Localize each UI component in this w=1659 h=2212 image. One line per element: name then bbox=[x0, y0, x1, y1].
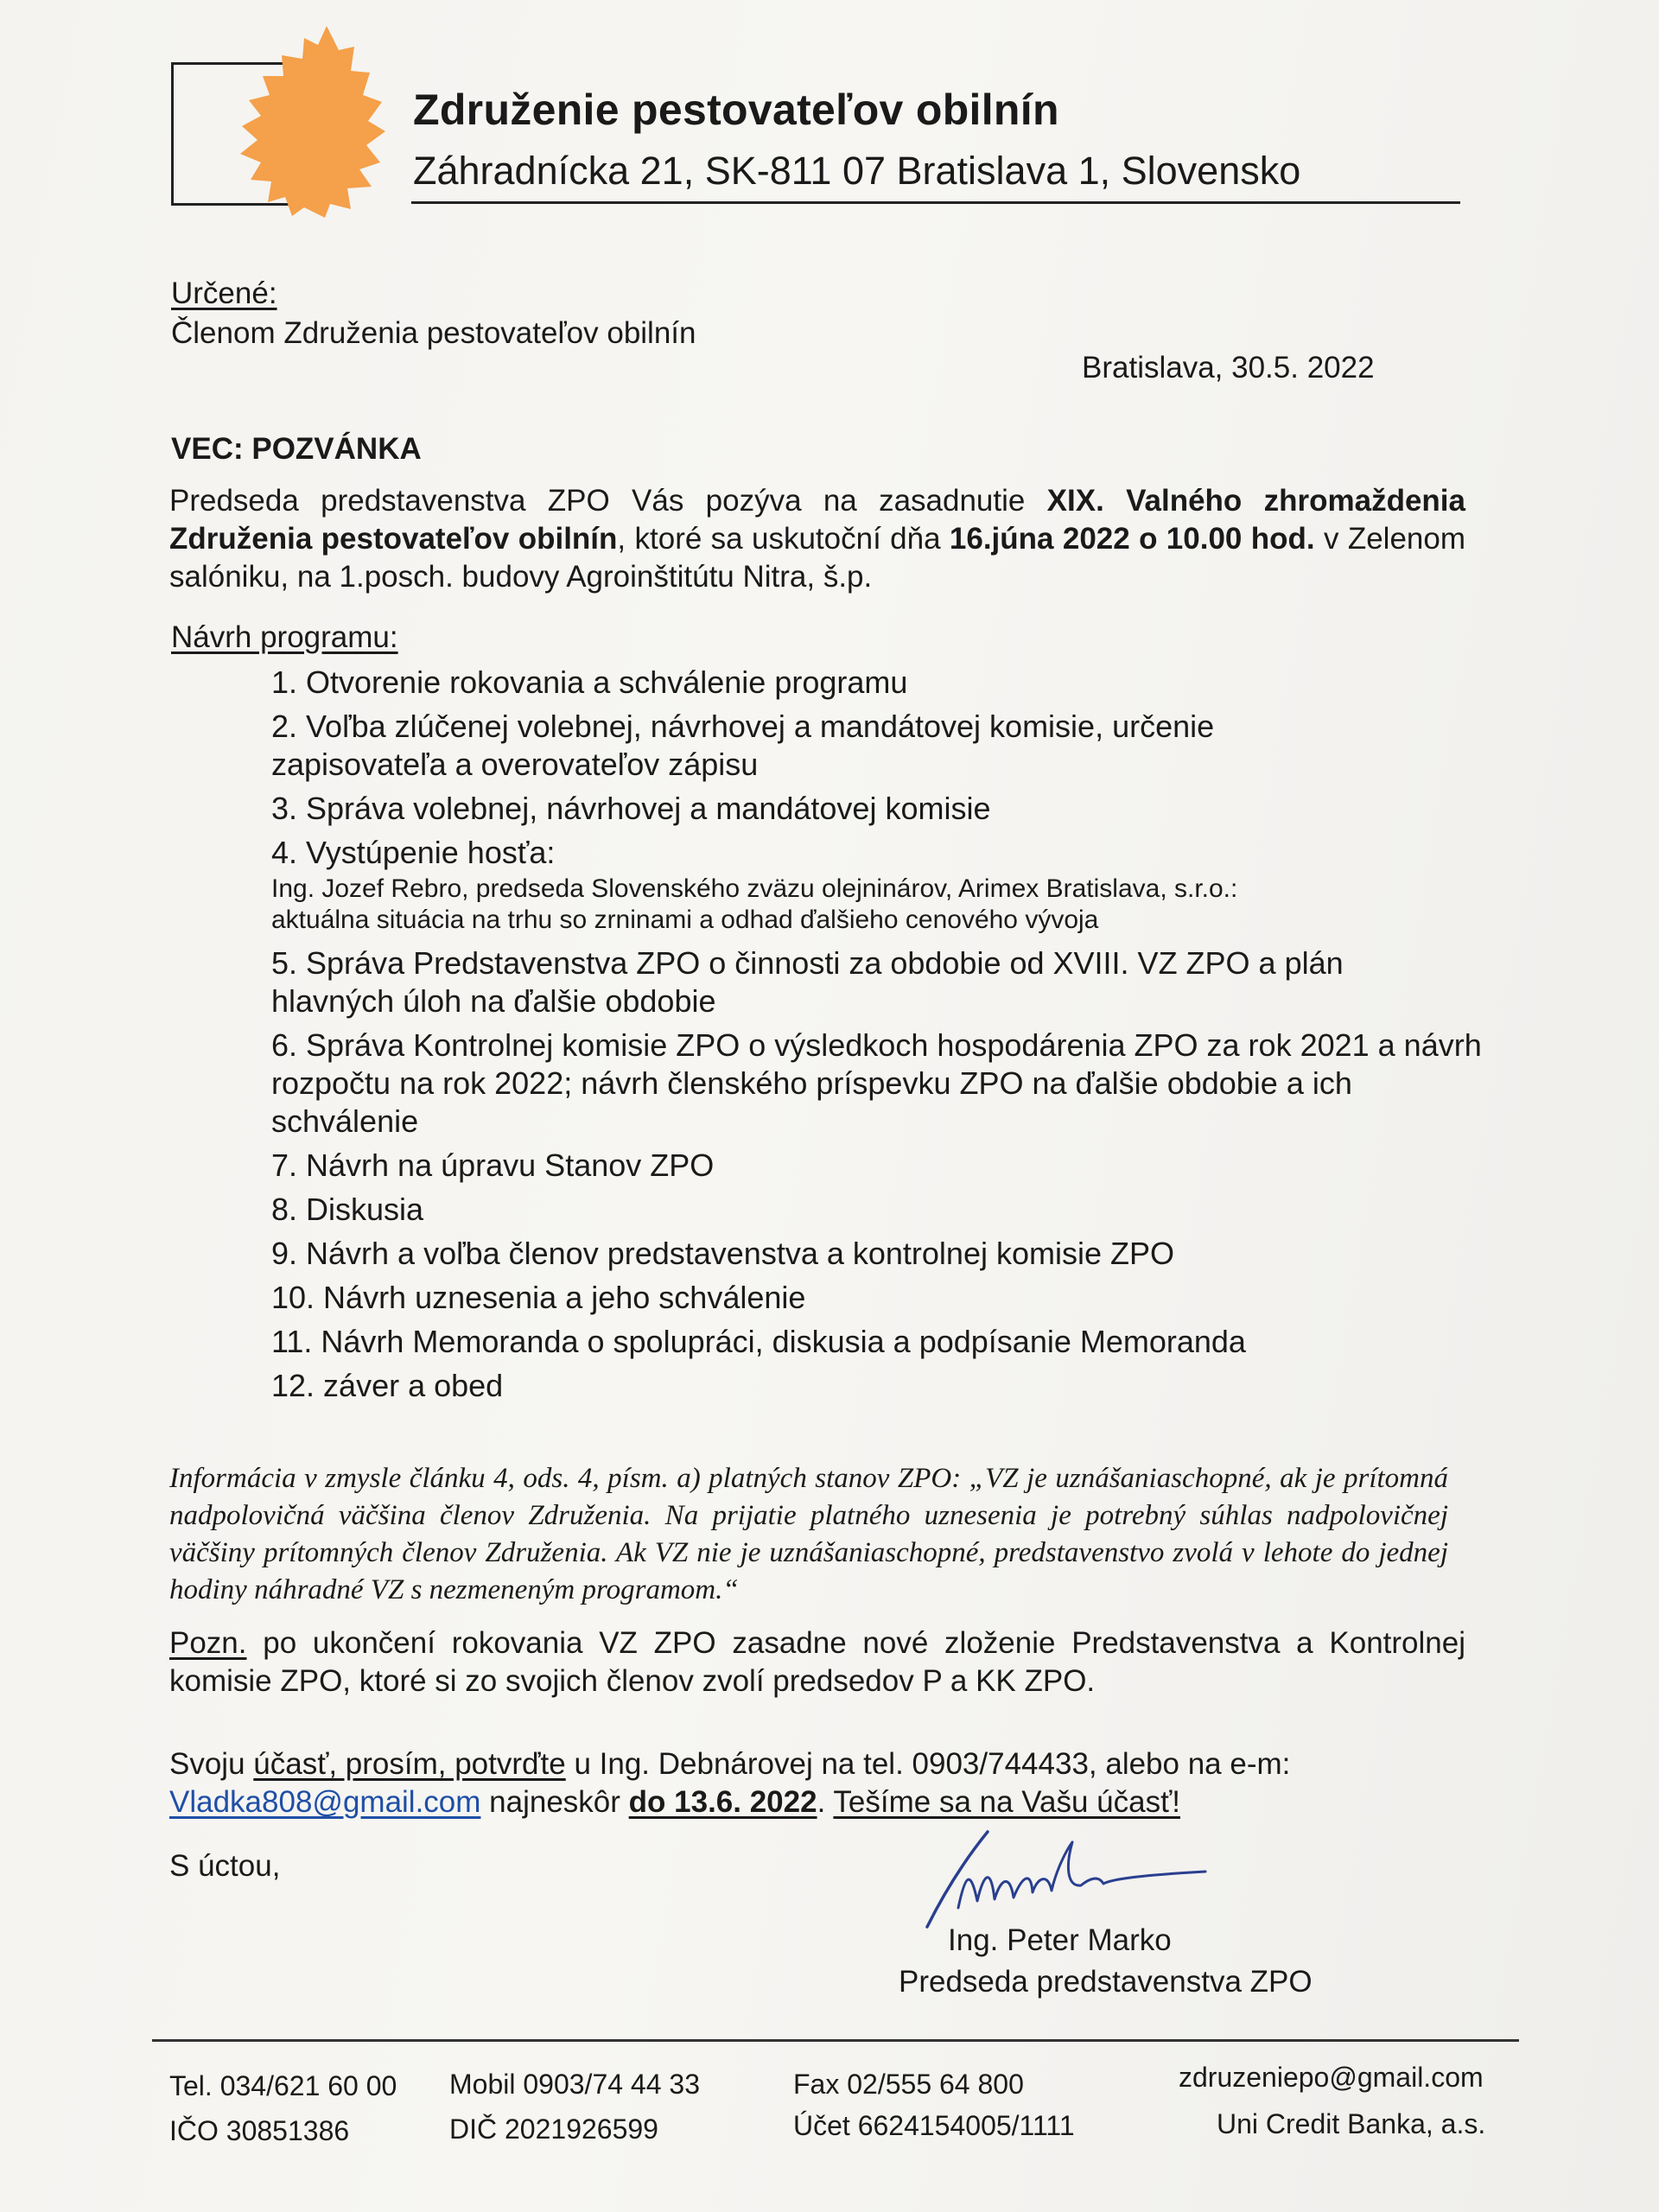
agenda-item: 4. Vystúpenie hosťa: bbox=[271, 835, 556, 870]
footer-account: Účet 6624154005/1111 bbox=[793, 2110, 1075, 2141]
recipient-label: Určené: bbox=[171, 276, 277, 310]
agenda-label: Návrh programu: bbox=[171, 620, 398, 654]
note-label: Pozn. bbox=[169, 1626, 247, 1660]
intro-text: Predseda predstavenstva ZPO Vás pozýva na zasadnutie bbox=[169, 484, 1047, 518]
footer-email: zdruzeniepo@gmail.com bbox=[1179, 2062, 1484, 2093]
agenda-item: 11. Návrh Memoranda o spolupráci, diskusia a podpísanie Memoranda bbox=[271, 1324, 1246, 1359]
signer-name: Ing. Peter Marko bbox=[948, 1923, 1172, 1957]
agenda-item: 1. Otvorenie rokovania a schválenie programu bbox=[271, 664, 908, 700]
agenda-item: 8. Diskusia bbox=[271, 1192, 424, 1227]
agenda-item: 10. Návrh uznesenia a jeho schválenie bbox=[271, 1280, 806, 1315]
greeting: S úctou, bbox=[169, 1849, 281, 1883]
note-paragraph bbox=[169, 1624, 1465, 1700]
orange-leaf-icon bbox=[233, 24, 389, 219]
footer-ico: IČO 30851386 bbox=[169, 2115, 350, 2146]
agenda-list bbox=[271, 664, 1498, 1411]
confirm-request: účasť, prosím, potvrďte bbox=[253, 1747, 566, 1781]
agenda-item: 7. Návrh na úpravu Stanov ZPO bbox=[271, 1147, 715, 1183]
statutes-info: Informácia v zmysle článku 4, ods. 4, písm. a) platných stanov ZPO: „VZ je uznášaniaschopné, ak je prítomná nadpolovičná väčšina členov Združenia. Na prijatie platného uznesenia je potrebný súhlas nadpolovičnej väčšiny prítomných členov Združenia. Ak VZ nie je uznášaniaschopné, predstavenstvo zvolá v lehote do jednej hodiny náhradné VZ s nezmeneným programom.“ bbox=[169, 1463, 1448, 1605]
guest-line: Ing. Jozef Rebro, predseda Slovenského zväzu olejninárov, Arimex Bratislava, s.r.o.: bbox=[271, 874, 1238, 903]
deadline: do 13.6. 2022 bbox=[628, 1785, 817, 1819]
confirm-text: Svoju bbox=[169, 1747, 254, 1781]
guest-description bbox=[271, 874, 1498, 936]
agenda-item: 2. Voľba zlúčenej volebnej, návrhovej a mandátovej komisie, určenie zapisovateľa a overovateľov zápisu bbox=[271, 709, 1215, 782]
intro-text: , ktoré sa uskutoční dňa bbox=[617, 522, 950, 556]
footer-phone: Tel. 034/621 60 00 bbox=[169, 2070, 397, 2101]
organization-address: Záhradnícka 21, SK-811 07 Bratislava 1, Slovensko bbox=[413, 149, 1301, 193]
header-divider bbox=[411, 201, 1460, 204]
assembly-name: XIX. Valného zhromaždenia Združenia pestovateľov obilnín bbox=[169, 484, 1465, 556]
signature bbox=[920, 1825, 1218, 1937]
organization-name: Združenie pestovateľov obilnín bbox=[413, 86, 1059, 134]
subject: VEC: POZVÁNKA bbox=[171, 432, 422, 466]
agenda-item: 6. Správa Kontrolnej komisie ZPO o výsledkoch hospodárenia ZPO za rok 2021 a návrh rozpočtu na rok 2022; návrh členského príspevku ZPO na ďalšie obdobie a ich schválenie bbox=[271, 1027, 1482, 1139]
footer-dic: DIČ 2021926599 bbox=[449, 2113, 658, 2145]
footer-fax: Fax 02/555 64 800 bbox=[793, 2069, 1024, 2100]
footer-divider bbox=[152, 2039, 1519, 2042]
footer-bank: Uni Credit Banka, a.s. bbox=[1217, 2108, 1486, 2139]
confirmation-paragraph bbox=[169, 1745, 1517, 1821]
note-text: po ukončení rokovania VZ ZPO zasadne nové zloženie Predstavenstva a Kontrolnej komisie ZPO, ktoré si zo svojich členov zvolí predsedov P a KK ZPO. bbox=[169, 1626, 1465, 1698]
closing-line: Tešíme sa na Vašu účasť! bbox=[833, 1785, 1180, 1819]
confirm-text: . bbox=[817, 1785, 834, 1819]
email-link[interactable]: Vladka808@gmail.com bbox=[169, 1785, 481, 1819]
intro-text: v Zelenom salóniku, na 1.posch. budovy Agroinštitútu Nitra, š.p. bbox=[169, 522, 1466, 594]
place-date: Bratislava, 30.5. 2022 bbox=[1082, 351, 1375, 385]
recipient-value: Členom Združenia pestovateľov obilnín bbox=[171, 316, 696, 350]
agenda-item: 3. Správa volebnej, návrhovej a mandátovej komisie bbox=[271, 791, 991, 826]
guest-line: aktuálna situácia na trhu so zrninami a odhad ďalšieho cenového vývoja bbox=[271, 906, 1099, 934]
agenda-item: 5. Správa Predstavenstva ZPO o činnosti za obdobie od XVIII. VZ ZPO a plán hlavných úloh na ďalšie obdobie bbox=[271, 945, 1344, 1019]
footer-mobile: Mobil 0903/74 44 33 bbox=[449, 2069, 700, 2100]
signer-title: Predseda predstavenstva ZPO bbox=[899, 1965, 1313, 1999]
confirm-text: najneskôr bbox=[480, 1785, 629, 1819]
agenda-item: 12. záver a obed bbox=[271, 1368, 504, 1403]
agenda-item: 9. Návrh a voľba členov predstavenstva a kontrolnej komisie ZPO bbox=[271, 1236, 1175, 1271]
confirm-text: u Ing. Debnárovej na tel. 0903/744433, alebo na e-m: bbox=[565, 1747, 1291, 1781]
meeting-date: 16.júna 2022 o 10.00 hod. bbox=[949, 522, 1315, 556]
intro-paragraph bbox=[169, 482, 1465, 596]
